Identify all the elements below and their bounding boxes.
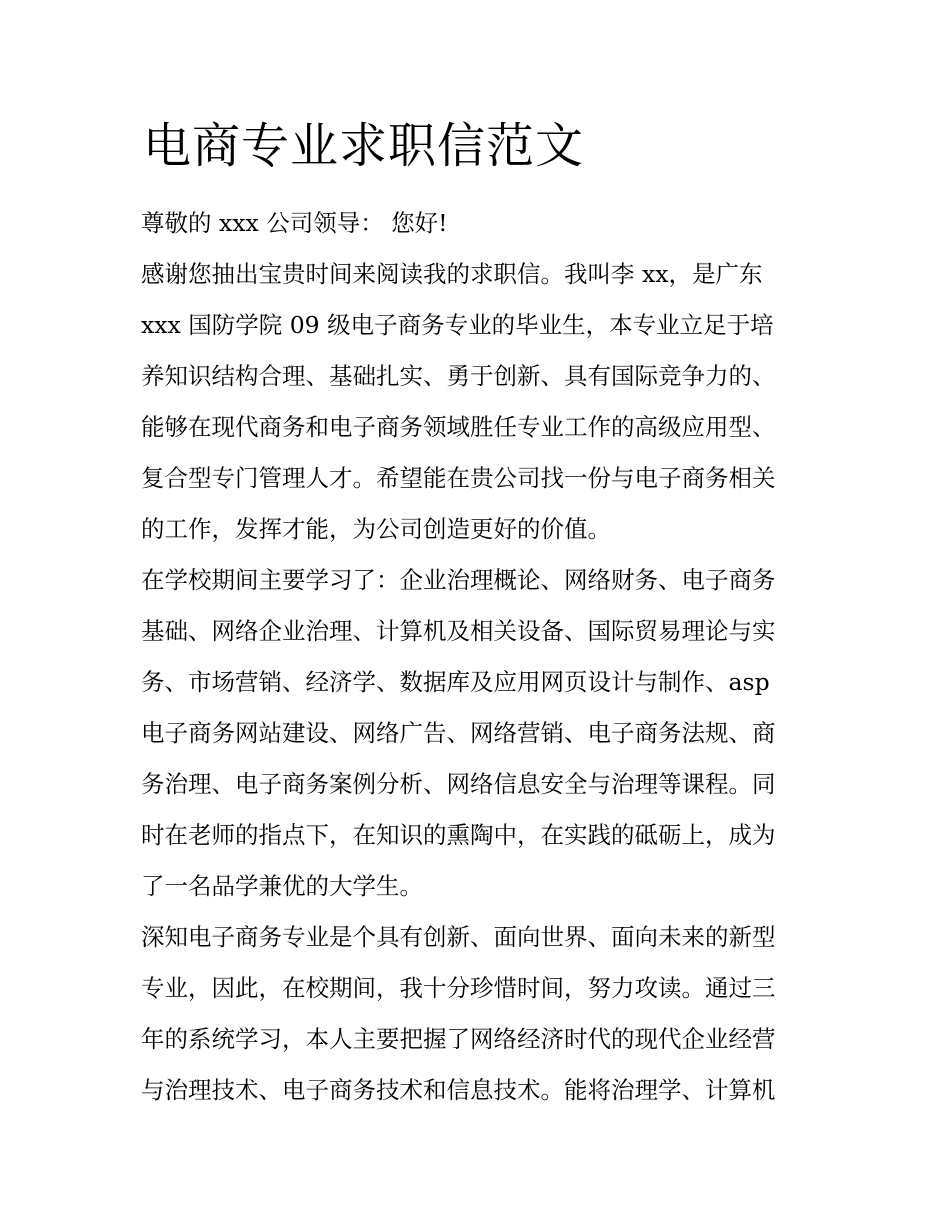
- text-line: xxx 国防学院 09 级电子商务专业的毕业生，本专业立足于培: [141, 311, 774, 339]
- text-line: 务、市场营销、经济学、数据库及应用网页设计与制作、asp: [141, 668, 770, 696]
- text-line: 在学校期间主要学习了：企业治理概论、网络财务、电子商务: [141, 566, 776, 594]
- text-line: 了一名品学兼优的大学生。: [141, 872, 423, 900]
- text-line: 感谢您抽出宝贵时间来阅读我的求职信。我叫李 xx，是广东: [141, 260, 763, 288]
- text-line: 的工作，发挥才能，为公司创造更好的价值。: [141, 515, 611, 543]
- text-line-greeting: 尊敬的 xxx 公司领导： 您好!: [141, 209, 448, 237]
- text-line: 基础、网络企业治理、计算机及相关设备、国际贸易理论与实: [141, 617, 776, 645]
- text-line: 专业，因此，在校期间，我十分珍惜时间，努力攻读。通过三: [141, 974, 776, 1002]
- text-line: 电子商务网站建设、网络广告、网络营销、电子商务法规、商: [141, 719, 776, 747]
- text-line: 年的系统学习，本人主要把握了网络经济时代的现代企业经营: [141, 1025, 776, 1053]
- document-title: 电商专业求职信范文: [143, 118, 585, 174]
- text-line: 与治理技术、电子商务技术和信息技术。能将治理学、计算机: [141, 1076, 776, 1104]
- text-line: 复合型专门管理人才。希望能在贵公司找一份与电子商务相关: [141, 464, 776, 492]
- text-line: 时在老师的指点下，在知识的熏陶中，在实践的砥砺上，成为: [141, 821, 776, 849]
- text-line: 养知识结构合理、基础扎实、勇于创新、具有国际竞争力的、: [141, 362, 776, 390]
- text-line: 深知电子商务专业是个具有创新、面向世界、面向未来的新型: [141, 923, 776, 951]
- text-line: 务治理、电子商务案例分析、网络信息安全与治理等课程。同: [141, 770, 776, 798]
- text-line: 能够在现代商务和电子商务领域胜任专业工作的高级应用型、: [141, 413, 776, 441]
